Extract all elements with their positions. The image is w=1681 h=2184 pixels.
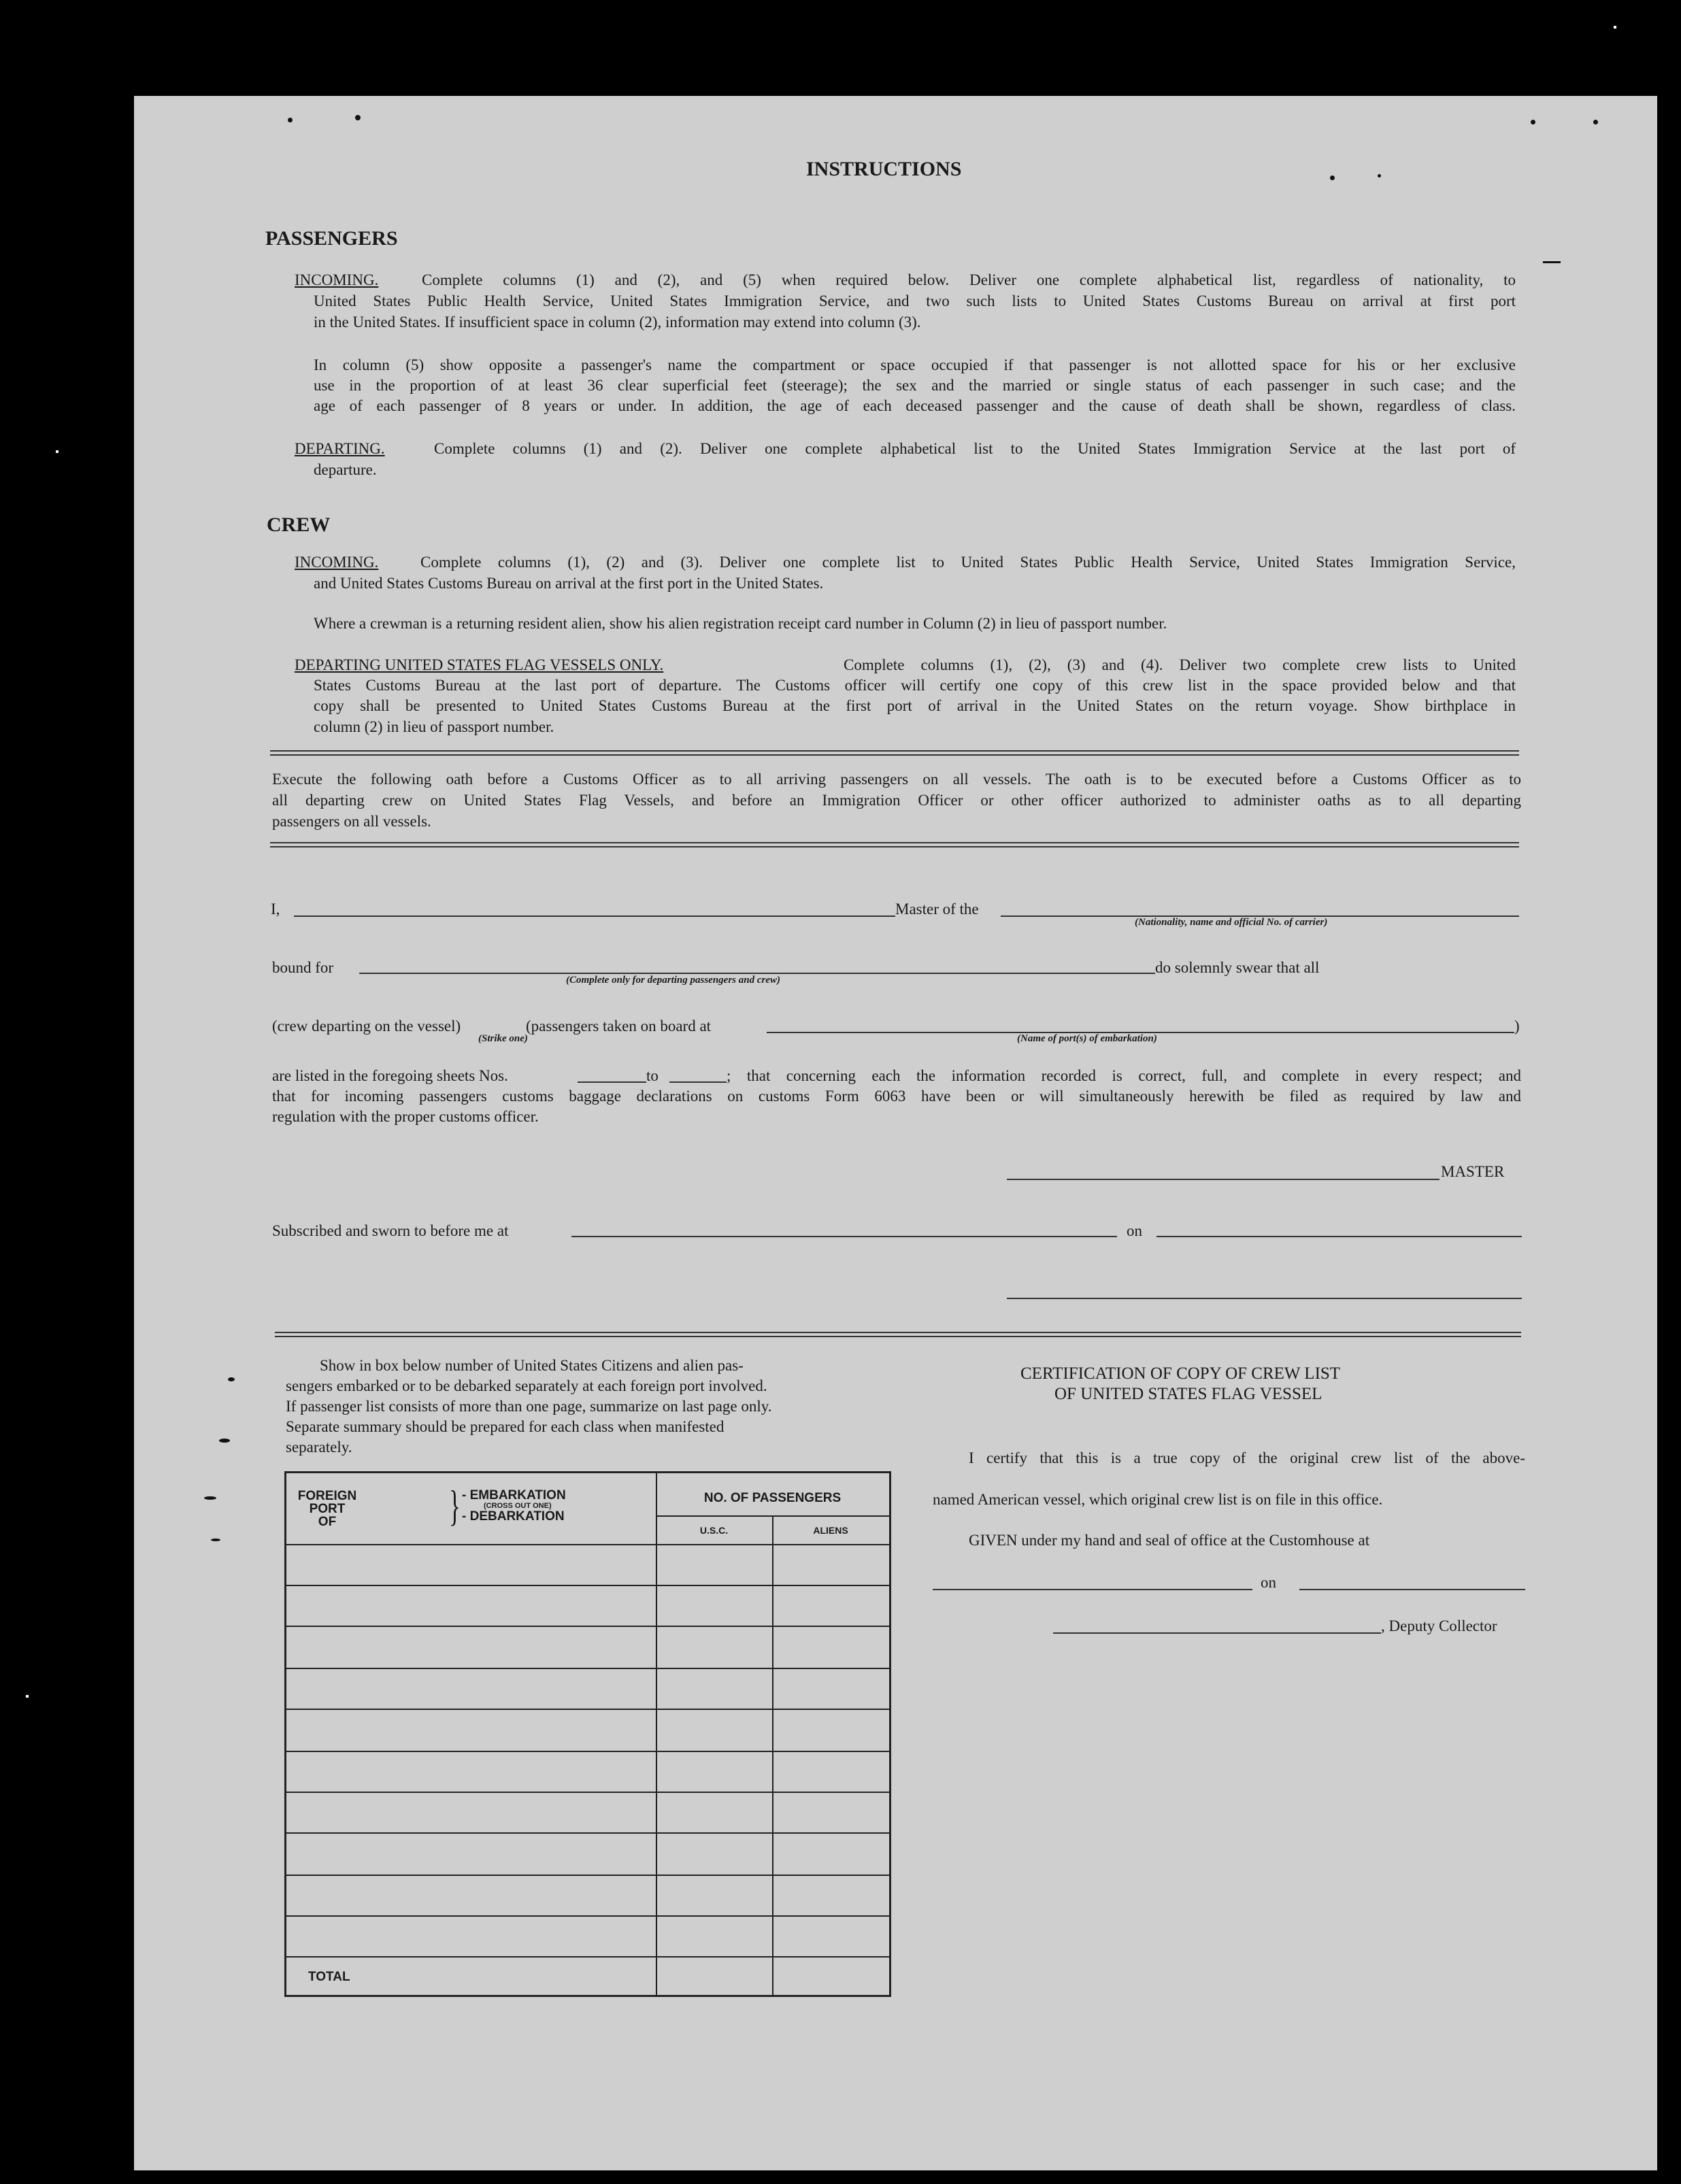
- passengers-departing-label: DEPARTING.: [295, 440, 385, 457]
- port-hint: (Name of port(s) of embarkation): [1017, 1033, 1157, 1044]
- bound-for-field[interactable]: [359, 973, 1155, 974]
- table-column-divider: [772, 1517, 773, 1995]
- master-signature-field[interactable]: [1007, 1179, 1439, 1180]
- table-row[interactable]: [286, 1585, 889, 1586]
- passengers-incoming-text: Complete columns (1) and (2), and (5) when required below. Deliver one complete alphabetical list, regardless of nationality, to: [422, 271, 1516, 288]
- listed-text: ; that concerning each the information recorded is correct, full, and complete in every respect; and: [727, 1067, 1521, 1084]
- passenger-summary-table: [284, 1471, 891, 1997]
- swear-text: do solemnly swear that all: [1155, 959, 1320, 976]
- table-row[interactable]: [286, 1792, 889, 1793]
- ink-speck: [228, 1377, 235, 1381]
- close-paren: ): [1514, 1018, 1520, 1035]
- oath-intro-text: all departing crew on United States Flag Vessels, and before an Immigration Officer or other officer authorized to administer oaths as to all departing: [272, 792, 1521, 809]
- page-title: INSTRUCTIONS: [806, 158, 962, 180]
- crew-departing-text: column (2) in lieu of passport number.: [314, 718, 554, 735]
- listed-text: are listed in the foregoing sheets Nos.: [272, 1067, 508, 1084]
- dust-speck: [1614, 26, 1616, 29]
- passengers-incoming-label: INCOMING.: [295, 271, 379, 288]
- crew-alien-note: Where a crewman is a returning resident alien, show his alien registration receipt card number in Column (2) in lieu of passport number.: [314, 615, 1167, 632]
- dust-speck: [26, 1695, 29, 1698]
- certification-given: GIVEN under my hand and seal of office at the Customhouse at: [969, 1532, 1370, 1549]
- ink-speck: [1593, 120, 1598, 124]
- certification-date-field[interactable]: [1299, 1589, 1525, 1590]
- sheet-from-field[interactable]: [578, 1081, 646, 1083]
- summary-text: Show in box below number of United States Citizens and alien pas-: [320, 1357, 744, 1374]
- strike-one-hint: (Strike one): [478, 1033, 528, 1044]
- listed-to: to: [646, 1067, 659, 1084]
- total-label: TOTAL: [308, 1970, 350, 1984]
- ink-speck: [355, 115, 361, 120]
- oath-intro-text: Execute the following oath before a Customs Officer as to all arriving passengers on all vessels. The oath is to be executed before a Customs Officer as to: [272, 771, 1521, 788]
- passengers-incoming-text: in the United States. If insufficient space in column (2), information may extend into column (3).: [314, 314, 921, 331]
- column5-text: In column (5) show opposite a passenger's name the compartment or space occupied if that passenger is not allotted space for his or her exclusive: [314, 356, 1516, 373]
- crew-departing-text: Complete columns (1), (2), (3) and (4). Deliver two complete crew lists to United: [844, 656, 1516, 673]
- passengers-taken-option[interactable]: (passengers taken on board at: [526, 1018, 712, 1035]
- passengers-departing-text: departure.: [314, 461, 377, 478]
- section-divider: [270, 842, 1519, 847]
- crew-incoming-text: and United States Customs Bureau on arrival at the first port in the United States.: [314, 575, 824, 592]
- usc-header: U.S.C.: [699, 1525, 729, 1536]
- passengers-departing-text: Complete columns (1) and (2). Deliver one complete alphabetical list to the United States Immigration Service at the last port of: [434, 440, 1516, 457]
- certification-title: OF UNITED STATES FLAG VESSEL: [1054, 1385, 1322, 1403]
- passengers-heading: PASSENGERS: [265, 227, 398, 250]
- foreign-port-of-header: FOREIGN PORT OF: [297, 1489, 357, 1529]
- sworn-date-field[interactable]: [1156, 1236, 1522, 1237]
- customhouse-field[interactable]: [933, 1589, 1252, 1590]
- ink-speck: [219, 1439, 230, 1443]
- crew-incoming-label: INCOMING.: [295, 554, 379, 571]
- table-row[interactable]: [286, 1668, 889, 1669]
- oath-intro-text: passengers on all vessels.: [272, 813, 431, 830]
- crew-departing-label: DEPARTING UNITED STATES FLAG VESSELS ONLY.: [295, 656, 664, 673]
- ink-speck: [1531, 120, 1535, 124]
- passengers-incoming-text: United States Public Health Service, United States Immigration Service, and two such lists to United States Customs Bureau on arrival at first port: [314, 292, 1516, 309]
- crew-incoming-text: Complete columns (1), (2) and (3). Deliver one complete list to United States Public Health Service, United States Immigration Service,: [420, 554, 1516, 571]
- dust-speck: [56, 450, 59, 453]
- summary-text: If passenger list consists of more than one page, summarize on last page only.: [286, 1398, 772, 1415]
- certification-text: named American vessel, which original crew list is on file in this office.: [933, 1491, 1383, 1508]
- table-row[interactable]: [286, 1626, 889, 1627]
- subscribed-text: Subscribed and sworn to before me at: [272, 1222, 509, 1239]
- officer-signature-field[interactable]: [1007, 1298, 1522, 1299]
- deputy-signature-field[interactable]: [1053, 1632, 1381, 1634]
- ink-speck: [204, 1496, 216, 1500]
- sworn-on-label: on: [1127, 1222, 1142, 1239]
- crew-departing-text: copy shall be presented to United States Customs Bureau at the first port of arrival in the United States on the return voyage. Show birthplace in: [314, 697, 1516, 714]
- listed-text: that for incoming passengers customs baggage declarations on customs Form 6063 have been or will simultaneously herewith be filed as required by law and: [272, 1088, 1521, 1105]
- section-divider: [270, 750, 1519, 756]
- listed-text: regulation with the proper customs officer.: [272, 1108, 539, 1125]
- crew-heading: CREW: [267, 514, 331, 536]
- ink-speck: [1378, 174, 1381, 178]
- crew-departing-option[interactable]: (crew departing on the vessel): [272, 1018, 461, 1035]
- table-row[interactable]: [286, 1915, 889, 1917]
- sheet-to-field[interactable]: [669, 1081, 727, 1083]
- bound-for-label: bound for: [272, 959, 334, 976]
- nationality-hint: (Nationality, name and official No. of carrier): [1135, 917, 1328, 928]
- table-row[interactable]: [286, 1875, 889, 1876]
- table-row[interactable]: [286, 1832, 889, 1834]
- margin-mark: [1543, 261, 1561, 263]
- deputy-collector-label: , Deputy Collector: [1381, 1617, 1497, 1634]
- certification-on: on: [1261, 1574, 1276, 1591]
- sworn-place-field[interactable]: [571, 1236, 1117, 1237]
- column5-text: age of each passenger of 8 years or under. In addition, the age of each deceased passenger and the cause of death shall be shown, regardless of class.: [314, 397, 1516, 414]
- certification-text: I certify that this is a true copy of the original crew list of the above-: [969, 1449, 1525, 1466]
- ink-speck: [1330, 175, 1335, 180]
- aliens-header: ALIENS: [813, 1525, 848, 1536]
- summary-text: separately.: [286, 1439, 352, 1456]
- embarkation-header: - EMBARKATION (CROSS OUT ONE) - DEBARKATION: [462, 1488, 566, 1524]
- no-passengers-header: NO. OF PASSENGERS: [703, 1491, 842, 1505]
- ink-speck: [288, 118, 293, 122]
- crew-departing-text: States Customs Bureau at the last port of departure. The Customs officer will certify one copy of this crew list in the space provided below and that: [314, 677, 1516, 694]
- bound-hint: (Complete only for departing passengers and crew): [566, 975, 780, 986]
- section-divider: [275, 1332, 1521, 1337]
- ink-speck: [211, 1539, 220, 1541]
- summary-text: sengers embarked or to be debarked separately at each foreign port involved.: [286, 1377, 767, 1394]
- table-row[interactable]: [286, 1709, 889, 1710]
- column5-text: use in the proportion of at least 36 clear superficial feet (steerage); the sex and the married or single status of each passenger in such case; and the: [314, 377, 1516, 394]
- brace-icon: }: [448, 1481, 461, 1530]
- table-row[interactable]: [286, 1544, 889, 1545]
- certification-title: CERTIFICATION OF COPY OF CREW LIST: [1020, 1364, 1341, 1383]
- oath-i-label: I,: [271, 901, 280, 918]
- table-row[interactable]: [286, 1956, 889, 1958]
- table-row[interactable]: [286, 1751, 889, 1752]
- master-name-field[interactable]: [294, 915, 895, 917]
- master-of-label: Master of the: [895, 901, 979, 918]
- table-header-divider: [656, 1515, 889, 1517]
- summary-text: Separate summary should be prepared for each class when manifested: [286, 1418, 725, 1435]
- master-label: MASTER: [1441, 1163, 1505, 1180]
